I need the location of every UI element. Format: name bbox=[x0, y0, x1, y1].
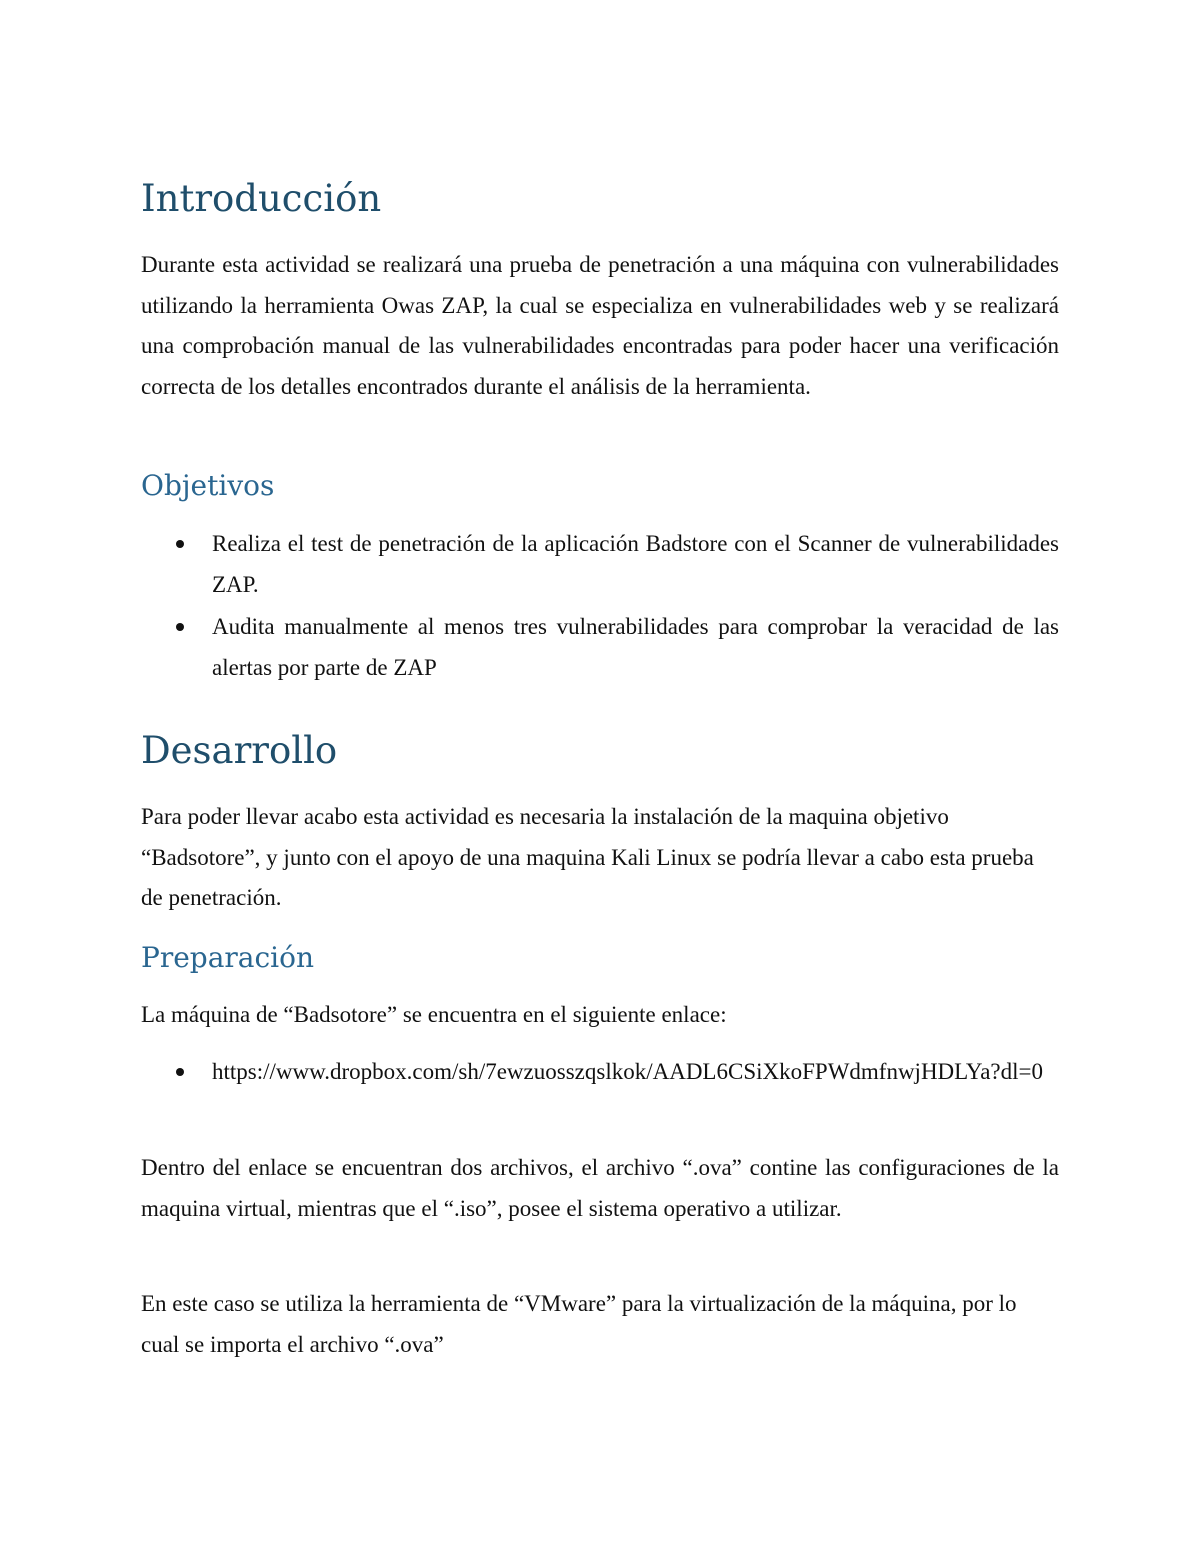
development-heading: Desarrollo bbox=[141, 729, 338, 772]
bullet-icon bbox=[176, 623, 184, 631]
development-paragraph: Para poder llevar acabo esta actividad es necesaria la instalación de la maquina objetivo “Badsotore”, y junto con el apoyo de una maquina Kali Linux se podría llevar a cabo esta prueba de penetración. bbox=[141, 804, 1034, 910]
objective-text: Realiza el test de penetración de la aplicación Badstore con el Scanner de vulnerabilidades ZAP. bbox=[212, 531, 1059, 597]
preparation-paragraph-1: Dentro del enlace se encuentran dos archivos, el archivo “.ova” contine las configuraciones de la maquina virtual, mientras que el “.iso”, posee el sistema operativo a utilizar. bbox=[141, 1155, 1059, 1221]
list-item bbox=[141, 524, 1059, 605]
preparation-intro: La máquina de “Badsotore” se encuentra en el siguiente enlace: bbox=[141, 1002, 727, 1027]
intro-paragraph: Durante esta actividad se realizará una prueba de penetración a una máquina con vulnerabilidades utilizando la herramienta Owas ZAP, la cual se especializa en vulnerabilidades web y se realizará una comprobación manual de las vulnerabilidades encontradas para poder hacer una verificación correcta de los detalles encontrados durante el análisis de la herramienta. bbox=[141, 252, 1059, 399]
objectives-heading: Objetivos bbox=[141, 469, 275, 502]
intro-heading: Introducción bbox=[141, 177, 382, 220]
dropbox-link[interactable]: https://www.dropbox.com/sh/7ewzuosszqslkok/AADL6CSiXkoFPWdmfnwjHDLYa?dl=0 bbox=[212, 1059, 1043, 1084]
preparation-heading: Preparación bbox=[141, 941, 315, 974]
objective-text: Audita manualmente al menos tres vulnerabilidades para comprobar la veracidad de las alertas por parte de ZAP bbox=[212, 614, 1059, 680]
links-list bbox=[141, 1052, 1059, 1093]
list-item bbox=[141, 1052, 1059, 1093]
bullet-icon bbox=[176, 540, 184, 548]
list-item bbox=[141, 607, 1059, 688]
preparation-paragraph-2: En este caso se utiliza la herramienta de “VMware” para la virtualización de la máquina, por lo cual se importa el archivo “.ova” bbox=[141, 1291, 1017, 1357]
objectives-list bbox=[141, 524, 1059, 688]
bullet-icon bbox=[176, 1068, 184, 1076]
